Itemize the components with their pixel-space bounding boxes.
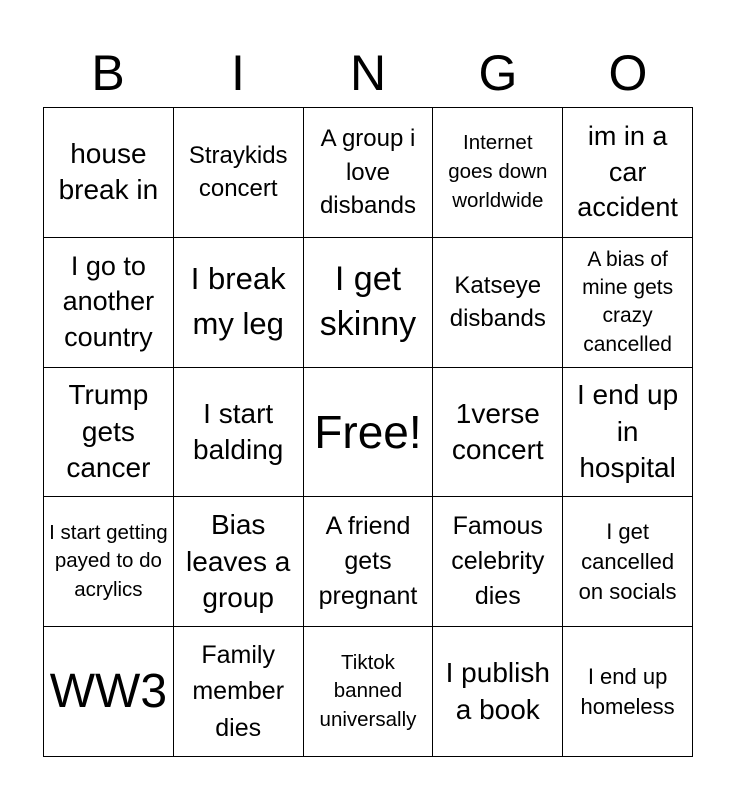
cell-text: Free! [314, 405, 422, 458]
header-letter-b: B [91, 45, 125, 101]
bingo-cell[interactable] [44, 497, 174, 627]
bingo-cell[interactable] [563, 368, 693, 498]
cell-text: I start balding [193, 397, 284, 465]
cell-text: WW3 [49, 665, 168, 718]
bingo-cell[interactable] [174, 108, 304, 238]
cell-text: Internet goes down worldwide [448, 131, 548, 212]
bingo-cell[interactable] [563, 238, 693, 368]
header-letter-g: G [478, 45, 518, 101]
bingo-cell[interactable] [433, 108, 563, 238]
cell-text: I publish a book [445, 657, 550, 725]
cell-text: I get skinny [319, 260, 417, 344]
cell-text: A group i love disbands [319, 125, 417, 220]
bingo-cell[interactable] [174, 238, 304, 368]
cell-text: Straykids concert [188, 141, 288, 203]
header-letter-o: O [608, 45, 648, 101]
bingo-cell[interactable] [563, 497, 693, 627]
bingo-cell[interactable] [563, 108, 693, 238]
cell-text: Trump gets cancer [66, 379, 151, 484]
header-letter-n: N [349, 45, 387, 101]
cell-text: A friend gets pregnant [318, 512, 418, 611]
bingo-board [43, 107, 693, 757]
cell-text: Famous celebrity dies [451, 512, 545, 611]
cell-text: I start getting payed to do acrylics [49, 520, 168, 602]
header-letter-i: I [231, 45, 245, 101]
bingo-cell[interactable] [44, 108, 174, 238]
bingo-cell[interactable] [304, 238, 434, 368]
bingo-cell[interactable] [304, 497, 434, 627]
bingo-cell[interactable] [433, 238, 563, 368]
bingo-cell[interactable] [563, 627, 693, 757]
cell-text: Katseye disbands [449, 271, 546, 333]
bingo-cell[interactable] [174, 627, 304, 757]
cell-text: 1verse concert [451, 397, 544, 465]
cell-text: I break my leg [190, 261, 286, 342]
bingo-cell[interactable] [304, 108, 434, 238]
cell-text: im in a car accident [577, 120, 678, 223]
cell-text: I get cancelled on socials [578, 519, 677, 604]
bingo-header [43, 38, 693, 108]
bingo-cell[interactable] [433, 368, 563, 498]
cell-text: Bias leaves a group [186, 509, 291, 613]
bingo-cell[interactable] [174, 497, 304, 627]
cell-text: Tiktok banned universally [319, 650, 417, 731]
bingo-cell[interactable] [44, 627, 174, 757]
cell-text: I go to another country [62, 250, 155, 352]
cell-text: Family member dies [192, 641, 285, 742]
cell-text: house break in [58, 138, 159, 206]
bingo-cell[interactable] [304, 368, 434, 498]
bingo-cell[interactable] [433, 627, 563, 757]
cell-text: A bias of mine gets crazy cancelled [582, 247, 674, 356]
bingo-cell[interactable] [44, 238, 174, 368]
cell-text: I end up in hospital [576, 379, 679, 484]
cell-text: I end up homeless [580, 663, 675, 719]
bingo-cell[interactable] [44, 368, 174, 498]
bingo-cell[interactable] [304, 627, 434, 757]
bingo-cell[interactable] [433, 497, 563, 627]
bingo-cell[interactable] [174, 368, 304, 498]
